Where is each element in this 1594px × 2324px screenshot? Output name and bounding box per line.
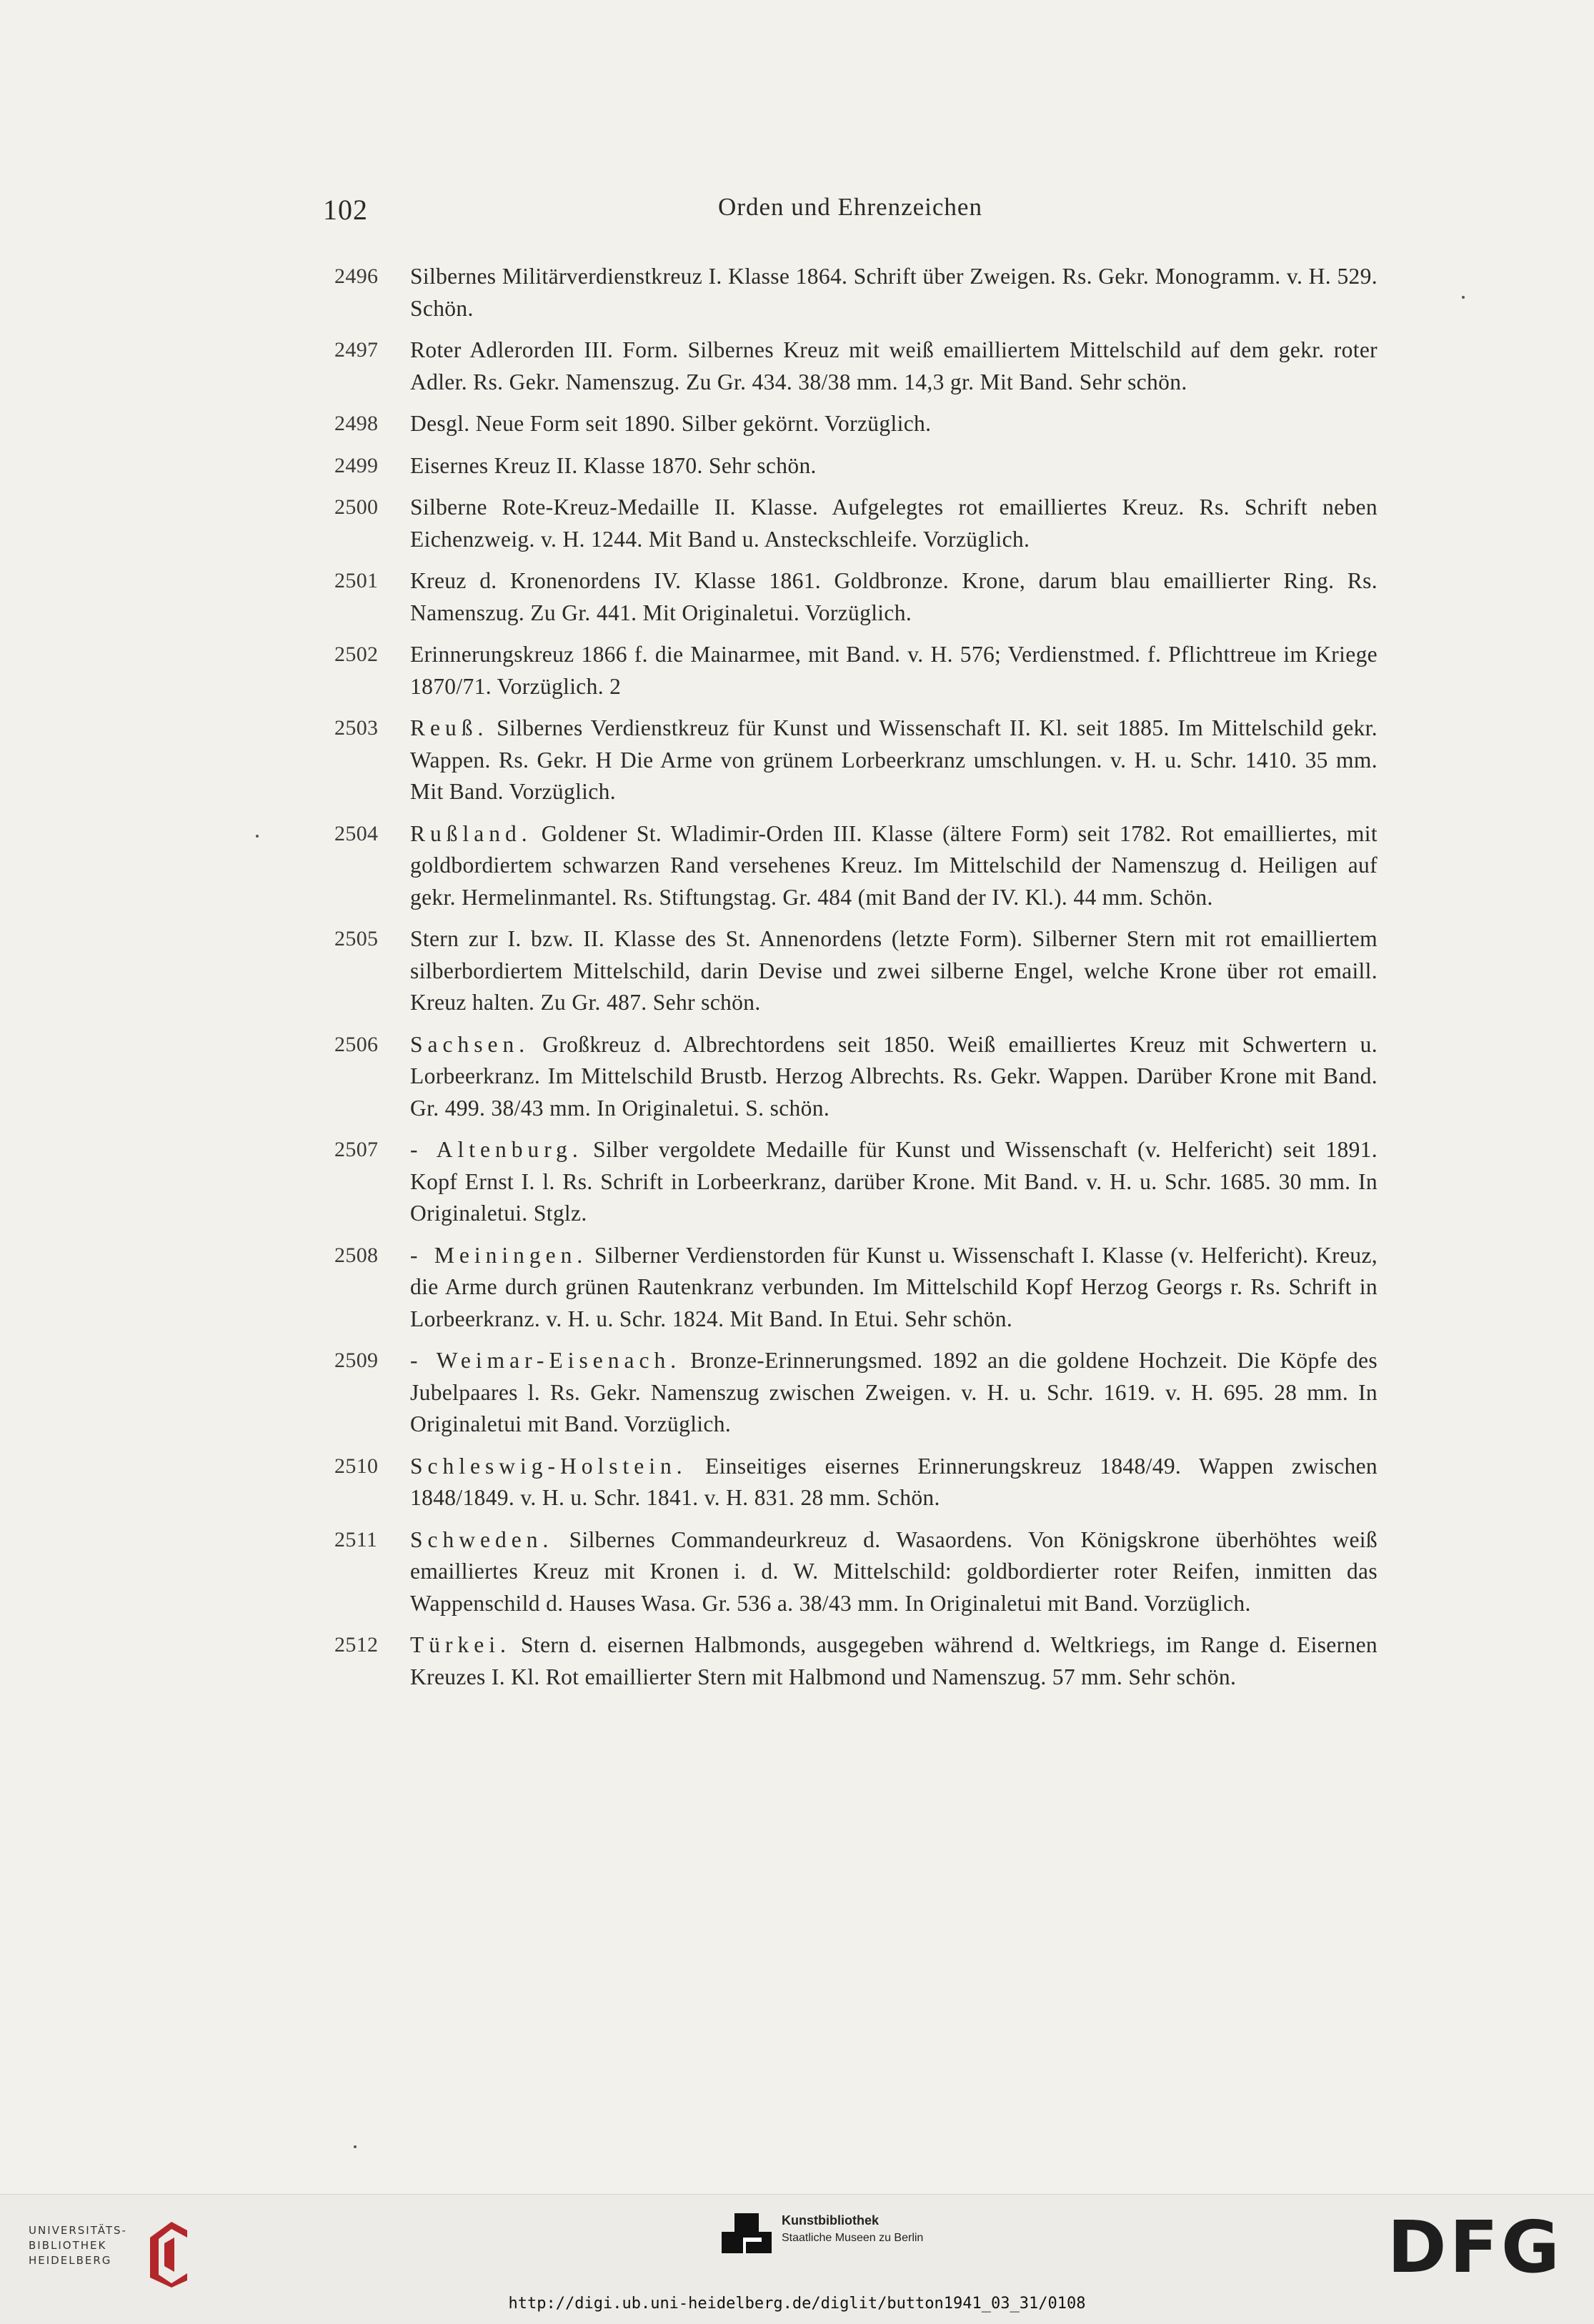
catalog-entry [329,492,1378,555]
entry-description: Kreuz d. Kronenordens IV. Klasse 1861. Goldbronze. Krone, darum blau emaillierter Ring. Rs. Namenszug. Zu Gr. 441. Mit Originaletui. Vorzüglich. [410,568,1378,625]
kunstbibliothek-subtitle: Staatliche Museen zu Berlin [782,2232,924,2244]
entry-description: Großkreuz d. Albrechtordens seit 1850. Weiß emailliertes Kreuz mit Schwertern u. Lorbeerkranz. Im Mittelschild Brustb. Herzog Albrechts. Rs. Gekr. Wappen. Darüber Krone mit Band. Gr. 499. 38/43 mm. In Originaletui. S. schön. [410,1031,1378,1121]
catalog-entry [329,1134,1378,1230]
catalog-entry [329,1240,1378,1336]
catalog-entry [329,334,1378,398]
catalog-entry [329,712,1378,808]
catalog-entry [329,1451,1378,1514]
entry-description: Bronze-Erinnerungsmed. 1892 an die goldene Hochzeit. Die Köpfe des Jubelpaares l. Rs. Gekr. Namenszug zwischen Zweigen. v. H. u. Schr. 1619. v. H. 695. 28 mm. In Originaletui mit Band. Vorzüglich. [410,1348,1378,1436]
ub-heidelberg-wordmark [29,2223,127,2268]
kunstbibliothek-logo[interactable] [722,2209,1007,2280]
ub-line-1: UNIVERSITÄTS- [29,2224,127,2237]
ub-heidelberg-logo[interactable] [29,2216,193,2288]
entry-country: Türkei. [410,1632,511,1657]
entry-number: 2511 [334,1527,378,1551]
entry-description: Silber vergoldete Medaille für Kunst und Wissenschaft (v. Helfericht) seit 1891. Kopf Ernst I. l. Rs. Schrift in Lorbeerkranz, darüber Krone. Mit Band. v. H. u. Schr. 1685. 30 mm. In Originaletui. Stglz. [410,1137,1378,1226]
catalog-entry [329,450,1378,482]
dfg-logo[interactable]: DFG [1387,2205,1563,2289]
ub-heidelberg-emblem-icon [143,2216,193,2288]
catalog-entry [329,639,1378,702]
entry-description: Eisernes Kreuz II. Klasse 1870. Sehr schön. [410,452,817,478]
entry-description: Einseitiges eisernes Erinnerungskreuz 1848/49. Wappen zwischen 1848/1849. v. H. u. Schr. 1841. v. H. 831. 28 mm. Schön. [410,1453,1378,1510]
catalog-entry [329,1629,1378,1693]
entry-number: 2507 [334,1138,379,1161]
entry-description: Stern zur I. bzw. II. Klasse des St. Annenordens (letzte Form). Silberner Stern mit rot emailliertem silberbordiertem Mittelschild, darin Devise und zwei silberne Engel, welche Krone über rot emaill. Kreuz halten. Zu Gr. 487. Sehr schön. [410,926,1378,1015]
entry-country: Sachsen. [410,1031,530,1057]
entry-number: 2510 [334,1454,379,1478]
catalog-entry [329,565,1378,629]
entry-number: 2497 [334,338,379,362]
entry-number: 2503 [334,716,379,740]
entry-number: 2509 [334,1349,379,1372]
entry-description: Stern d. eisernen Halbmonds, ausgegeben während d. Weltkriegs, im Range d. Eisernen Kreuzes I. Kl. Rot emaillierter Stern mit Halbmond und Namenszug. 57 mm. Sehr schön. [410,1632,1378,1689]
entry-country: Schweden. [410,1526,554,1552]
entry-description: Silberner Verdienstorden für Kunst u. Wissenschaft I. Klasse (v. Helfericht). Kreuz, die Arme durch grünen Rautenkranz verbunden. Im Mittelschild Kopf Herzog Georgs r. Rs. Schrift in Lorbeerkranz. v. H. u. Schr. 1824. Mit Band. In Etui. Sehr schön. [410,1242,1378,1331]
catalog-entry [329,1524,1378,1620]
entry-description: Silberne Rote-Kreuz-Medaille II. Klasse. Aufgelegtes rot emailliertes Kreuz. Rs. Schrift neben Eichenzweig. v. H. 1244. Mit Band u. Ansteckschleife. Vorzüglich. [410,495,1378,552]
permalink-url[interactable]: http://digi.ub.uni-heidelberg.de/diglit/button1941_03_31/0108 [508,2295,1086,2313]
entry-number: 2504 [334,821,379,845]
entry-number: 2499 [334,453,379,477]
entry-number: 2506 [334,1032,379,1056]
entry-number: 2496 [334,264,379,288]
catalog-entry [329,923,1378,1019]
entry-description: Silbernes Verdienstkreuz für Kunst und Wissenschaft II. Kl. seit 1885. Im Mittelschild gekr. Wappen. Rs. Gekr. H Die Arme von grünem Lorbeerkranz umschlungen. v. H. u. Schr. 1410. 35 mm. Mit Band. Vorzüglich. [410,715,1378,804]
entry-country: Rußland. [410,820,532,846]
entry-description: Roter Adlerorden III. Form. Silbernes Kreuz mit weiß emailliertem Mittelschild auf dem gekr. roter Adler. Rs. Gekr. Namenszug. Zu Gr. 434. 38/38 mm. 14,3 gr. Mit Band. Sehr schön. [410,337,1378,394]
running-title: Orden und Ehrenzeichen [718,193,982,221]
kunstbibliothek-title: Kunstbibliothek [782,2213,879,2228]
ub-line-3: HEIDELBERG [29,2254,112,2267]
entry-number: 2500 [334,495,379,519]
scan-speck [1462,296,1465,299]
entry-number: 2501 [334,569,379,592]
entry-country: Reuß. [410,715,489,740]
page-number: 102 [323,194,368,226]
entry-number: 2498 [334,412,379,435]
catalog-entry [329,261,1378,324]
catalog-entry [329,818,1378,914]
entry-country: Schleswig-Holstein. [410,1453,687,1479]
catalog-entries [329,261,1378,1703]
entry-description: Goldener St. Wladimir-Orden III. Klasse (ältere Form) seit 1782. Rot emailliertes, mit goldbordiertem schwarzen Rand versehenes Kreuz. Im Mittelschild der Namenszug d. Heiligen auf gekr. Hermelinmantel. Rs. Stiftungstag. Gr. 484 (mit Band der IV. Kl.). 44 mm. Schön. [410,820,1378,910]
entry-description: Desgl. Neue Form seit 1890. Silber gekörnt. Vorzüglich. [410,411,932,436]
scan-speck [354,2145,357,2148]
entry-number: 2502 [334,642,379,666]
entry-description: Silbernes Militärverdienstkreuz I. Klasse 1864. Schrift über Zweigen. Rs. Gekr. Monogramm. v. H. 529. Schön. [410,264,1378,321]
page-header [322,193,1379,236]
ub-line-2: BIBLIOTHEK [29,2239,107,2252]
scan-speck [256,835,259,838]
catalog-entry [329,1345,1378,1441]
entry-description: Erinnerungskreuz 1866 f. die Mainarmee, mit Band. v. H. 576; Verdienstmed. f. Pflichttreue im Kriege 1870/71. Vorzüglich. 2 [410,642,1378,699]
entry-description: Silbernes Commandeurkreuz d. Wasaordens. Von Königskrone überhöhtes weiß emailliertes Kreuz mit Kronen i. d. W. Mittelschild: goldbordierter roter Reifen, inmitten das Wappenschild d. Hauses Wasa. Gr. 536 a. 38/43 mm. In Originaletui mit Band. Vorzüglich. [410,1526,1378,1616]
entry-number: 2505 [334,927,379,950]
entry-country: - Meiningen. [410,1242,588,1268]
entry-country: - Weimar-Eisenach. [410,1348,682,1373]
kunstbibliothek-emblem-icon [722,2213,772,2263]
catalog-entry [329,1029,1378,1125]
entry-country: - Altenburg. [410,1137,583,1162]
catalog-entry [329,408,1378,440]
digitization-footer [0,2194,1594,2324]
entry-number: 2508 [334,1243,379,1267]
entry-number: 2512 [334,1633,379,1657]
